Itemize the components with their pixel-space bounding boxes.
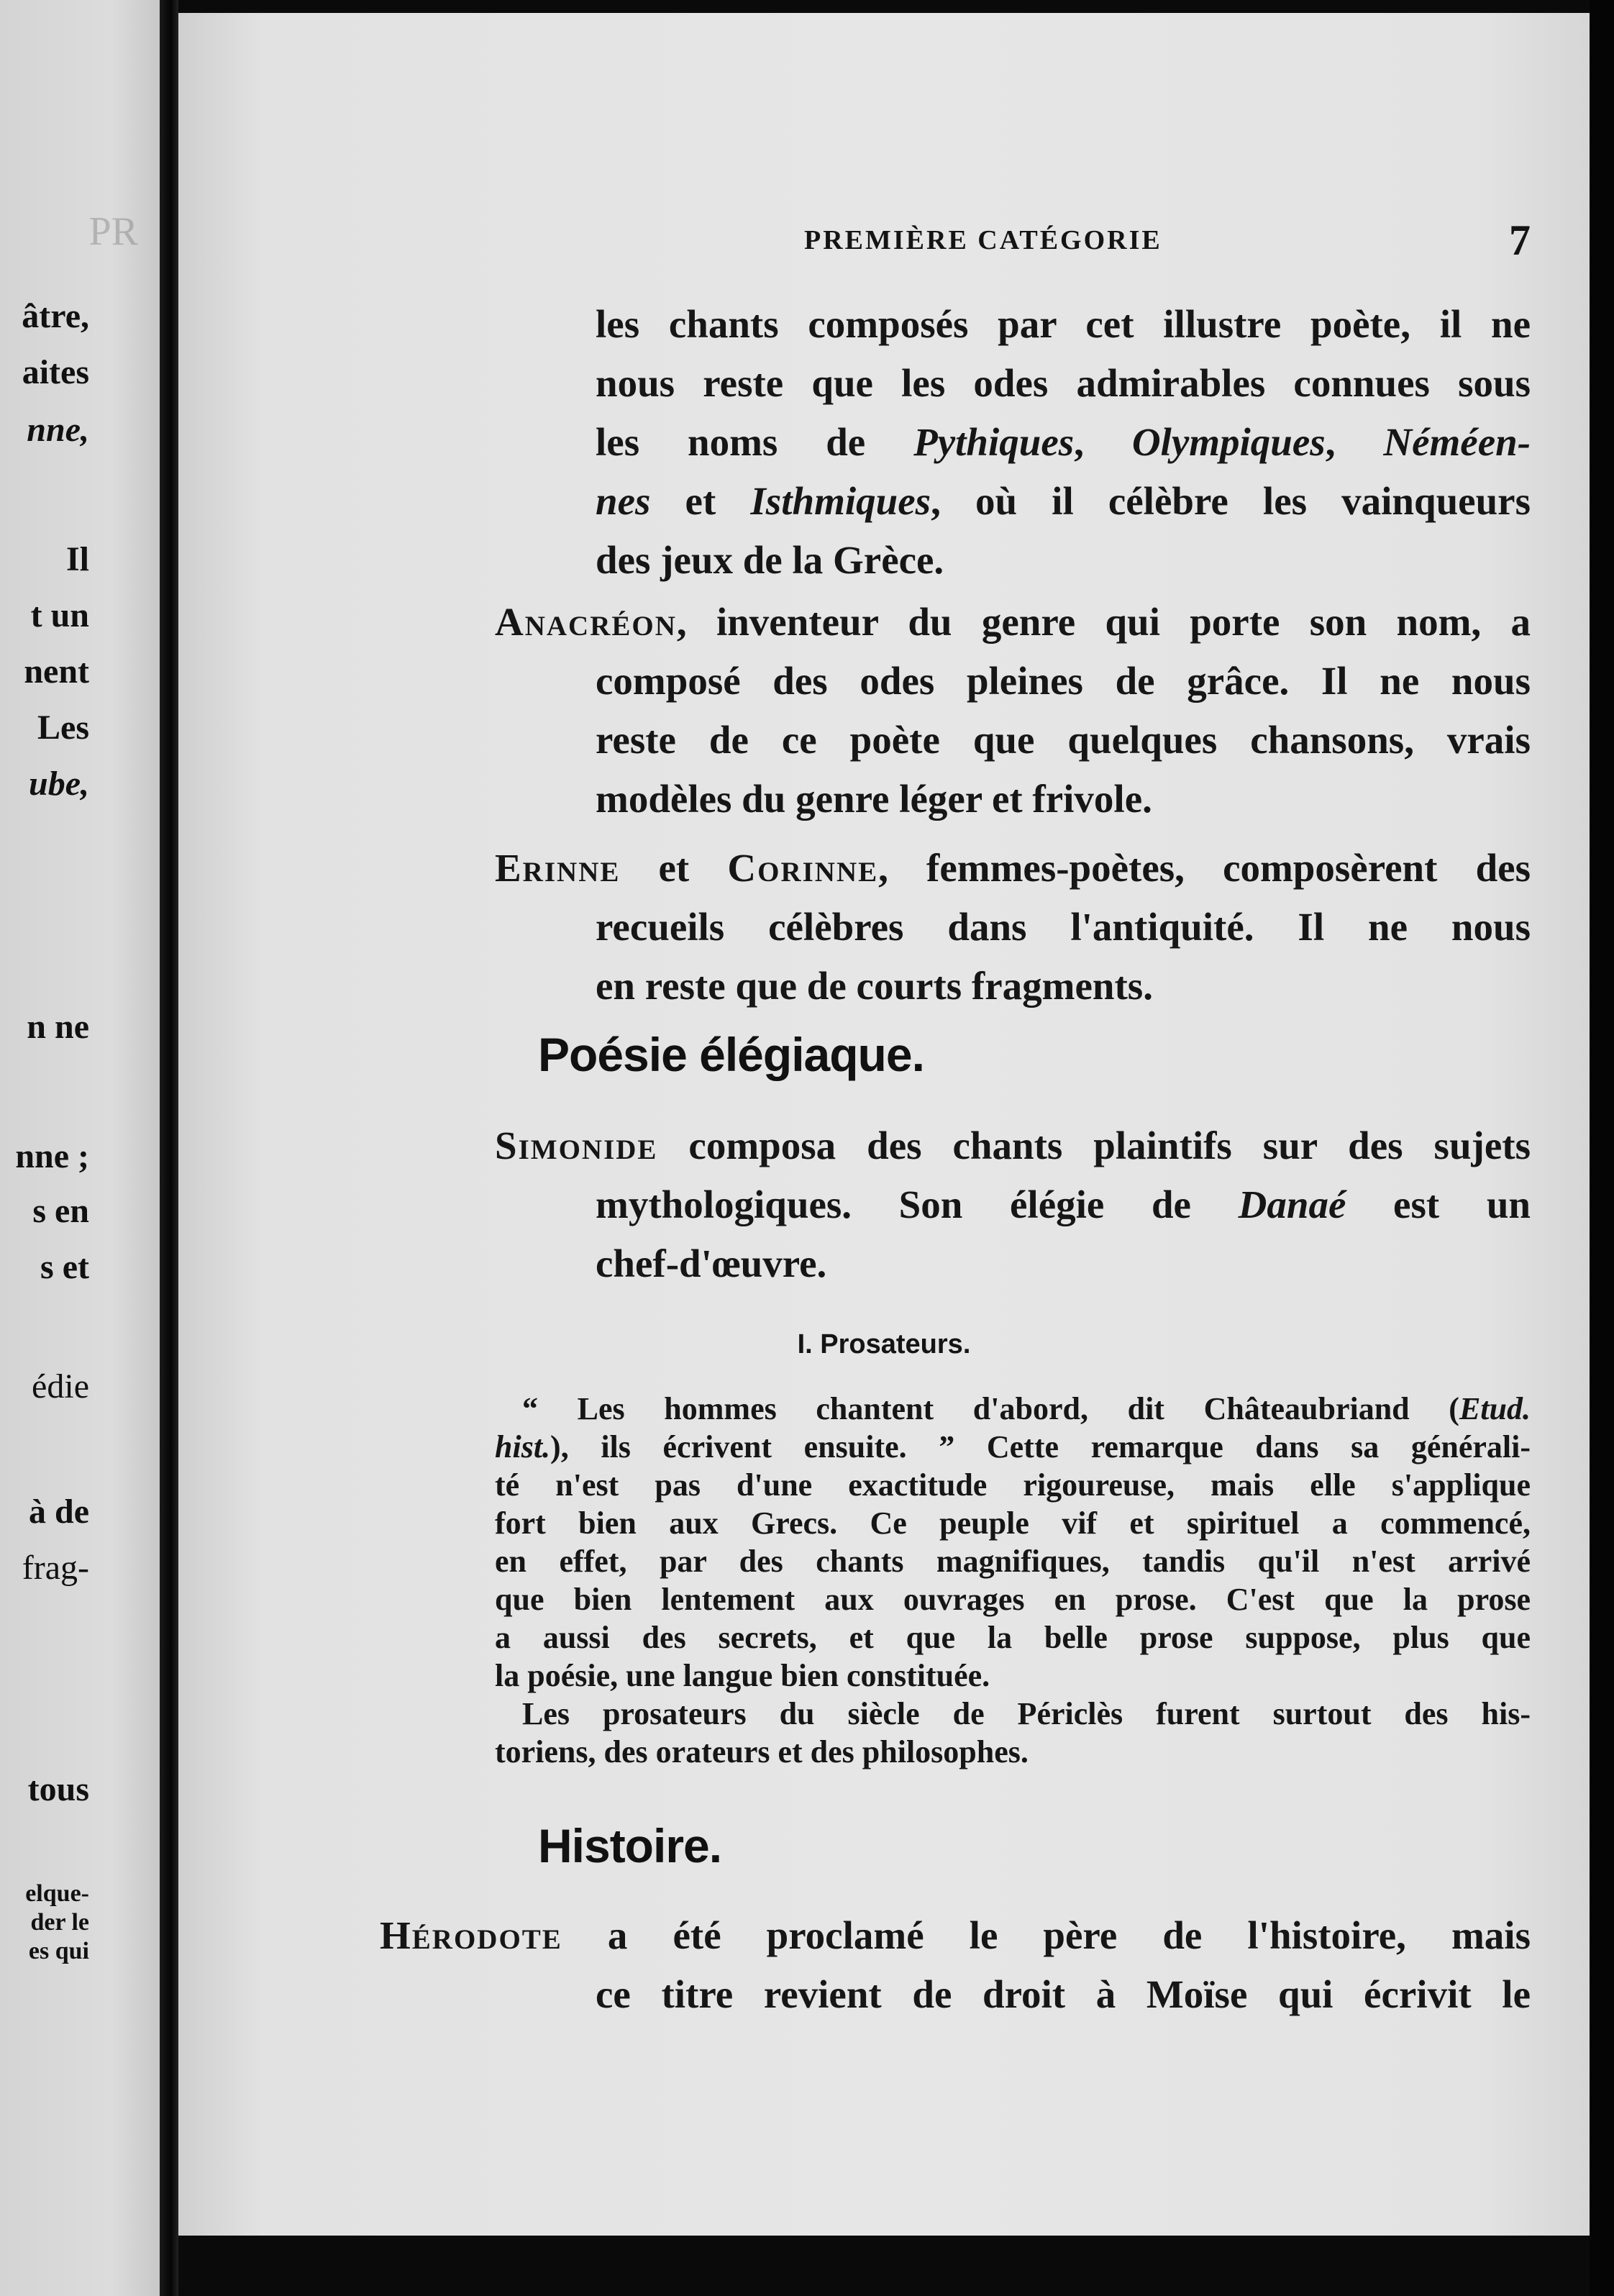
text-line: fort bien aux Grecs. Ce peuple vif et spirituel a commencé, <box>495 1505 1531 1541</box>
left-page-fragment: frag- <box>22 1549 89 1587</box>
text-line: en reste que de courts fragments. <box>596 964 1153 1008</box>
text-line: Les prosateurs du siècle de Périclès furent surtout des his- <box>522 1696 1531 1731</box>
text-line <box>522 1390 1531 1428</box>
book-gutter <box>160 0 178 2296</box>
text-line <box>380 1906 1531 1965</box>
left-page-fragment: édie <box>32 1367 89 1406</box>
text-line <box>495 839 1531 898</box>
text-line <box>596 472 1531 531</box>
running-header <box>624 216 1559 266</box>
work-title: hist. <box>495 1429 551 1464</box>
text-run: , <box>1074 420 1132 464</box>
author-name: Erinne <box>495 846 621 890</box>
author-name: Corinne <box>727 846 879 890</box>
text-run: ), ils écrivent ensuite. ” Cette remarque dans sa générali- <box>550 1429 1531 1464</box>
text-line: nous reste que les odes admirables connues sous <box>596 361 1531 405</box>
text-line: modèles du genre léger et frivole. <box>596 777 1152 821</box>
text-run: est un <box>1346 1183 1531 1226</box>
work-title: Pythiques <box>913 420 1075 464</box>
work-title: Isthmiques <box>750 479 931 523</box>
left-page-fragment: ube, <box>29 765 89 803</box>
left-facing-page <box>0 0 160 2296</box>
author-name: Anacréon <box>495 600 677 644</box>
text-line: té n'est pas d'une exactitude rigoureuse, mais elle s'applique <box>495 1467 1531 1503</box>
work-title: Olympiques <box>1131 420 1326 464</box>
section-heading-prose: I. Prosateurs. <box>797 1329 971 1359</box>
scan-border <box>1590 0 1614 2296</box>
left-page-fragment: PR <box>88 209 138 254</box>
work-title: Danaé <box>1238 1183 1346 1226</box>
left-page-fragment: s en <box>32 1192 89 1230</box>
left-page-fragment: t un <box>30 596 89 634</box>
left-page-fragment: es qui <box>28 1938 89 1964</box>
text-line: des jeux de la Grèce. <box>596 538 944 582</box>
text-run: a été proclamé le père de l'histoire, mais <box>562 1913 1531 1957</box>
left-page-fragment: der le <box>30 1909 89 1936</box>
text-run: , où il célèbre les vainqueurs <box>931 479 1531 523</box>
left-page-fragment: âtre, <box>22 297 89 335</box>
author-name: Hérodote <box>380 1913 562 1957</box>
left-page-fragment: elque- <box>25 1880 89 1907</box>
left-page-fragment: Il <box>65 540 89 578</box>
text-line: la poésie, une langue bien constituée. <box>495 1658 990 1693</box>
text-line: composé des odes pleines de grâce. Il ne nous <box>596 659 1531 703</box>
author-name: Simonide <box>495 1124 658 1167</box>
left-page-fragment: nne ; <box>15 1137 89 1175</box>
text-line: toriens, des orateurs et des philosophes. <box>495 1734 1029 1769</box>
prose-introduction <box>495 1390 1531 1771</box>
left-page-fragment: nent <box>24 652 89 691</box>
anacreon-paragraph <box>495 593 1531 829</box>
text-line: reste de ce poète que quelques chansons, vrais <box>596 718 1531 762</box>
running-header-title: PREMIÈRE CATÉGORIE <box>804 225 1162 255</box>
text-line: a aussi des secrets, et que la belle prose suppose, plus que <box>495 1620 1531 1655</box>
text-line: en effet, par des chants magnifiques, tandis qu'il n'est arrivé <box>495 1544 1531 1579</box>
text-line: chef-d'œuvre. <box>596 1242 827 1285</box>
left-page-fragment: à de <box>29 1493 89 1531</box>
work-title: Néméen- <box>1383 420 1531 464</box>
text-run: , <box>1325 420 1384 464</box>
text-run: “ Les hommes chantent d'abord, dit Châteaubriand ( <box>522 1391 1459 1426</box>
simonide-paragraph <box>495 1116 1531 1293</box>
text-run: et <box>620 846 728 890</box>
main-page <box>178 13 1590 2236</box>
text-line <box>495 593 1531 652</box>
text-line <box>495 1116 1531 1175</box>
erinne-corinne-paragraph <box>495 839 1531 1016</box>
section-heading-history: Histoire. <box>538 1819 722 1872</box>
work-title: Etud. <box>1459 1391 1531 1426</box>
left-page-fragment: tous <box>27 1770 89 1808</box>
left-page-fragment: n ne <box>27 1008 89 1046</box>
text-run: , femmes-poètes, composèrent des <box>878 846 1531 890</box>
text-line <box>495 1428 1531 1466</box>
text-line: recueils célèbres dans l'antiquité. Il ne nous <box>596 905 1531 949</box>
text-line <box>596 413 1531 472</box>
text-run: mythologiques. Son élégie de <box>596 1183 1239 1226</box>
text-line <box>596 1175 1531 1234</box>
pindare-paragraph <box>495 295 1531 590</box>
left-page-fragment: Les <box>37 709 89 747</box>
left-page-fragment: nne, <box>27 411 89 449</box>
herodote-paragraph <box>380 1906 1531 2024</box>
left-page-fragment: s et <box>40 1248 89 1286</box>
text-run: composa des chants plaintifs sur des sujets <box>657 1124 1531 1167</box>
section-heading-elegiac: Poésie élégiaque. <box>538 1028 924 1081</box>
text-run: les noms de <box>596 420 914 464</box>
page-number: 7 <box>1509 217 1531 264</box>
text-run: et <box>650 479 751 523</box>
work-title: nes <box>596 479 651 523</box>
left-page-fragment: aites <box>22 353 89 391</box>
text-run: , inventeur du genre qui porte son nom, a <box>676 600 1531 644</box>
text-line: ce titre revient de droit à Moïse qui écrivit le <box>596 1972 1531 2016</box>
text-line: les chants composés par cet illustre poète, il ne <box>596 302 1531 346</box>
text-line: que bien lentement aux ouvrages en prose. C'est que la prose <box>495 1582 1531 1617</box>
